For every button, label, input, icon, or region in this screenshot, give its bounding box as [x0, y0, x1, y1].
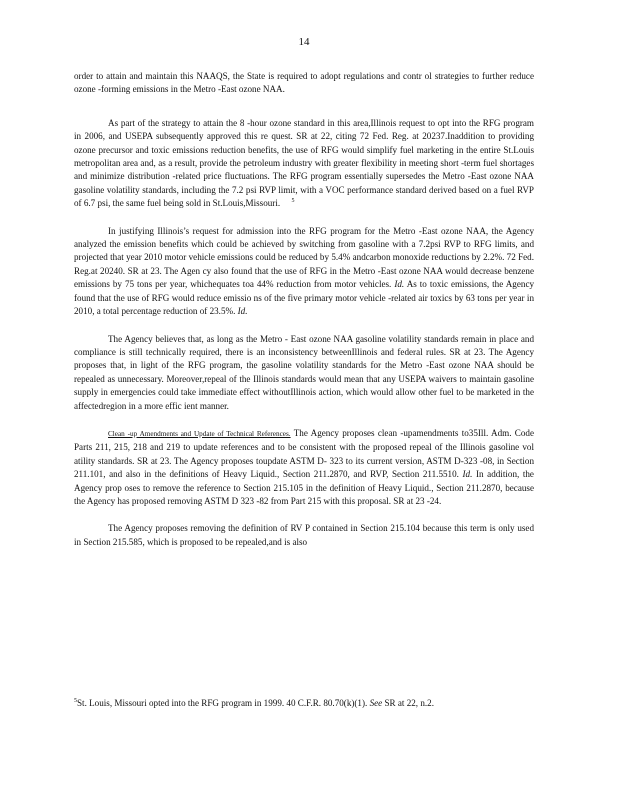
paragraph-continued [74, 70, 534, 97]
citation-id: Id. [462, 469, 473, 480]
paragraph-justification [74, 225, 534, 319]
footnote-reference[interactable]: 5 [291, 198, 295, 205]
paragraph-text: The Agency proposes removing the definition of RV P contained in Section 215.104 because this term is only used in Section 215.585, which is proposed to be repealed,and is also [74, 523, 534, 547]
paragraph-rfg-strategy [74, 117, 534, 211]
citation-id: Id. [237, 306, 248, 317]
footnote-marker: 5 [74, 697, 77, 704]
paragraph-text: As to toxic emissions, the Agency found that the use of RFG would reduce emissio ns of the five primary motor vehicle -related air toxics by 63 tons per year in 2010, a total percentage reduction of 23.5%. [74, 279, 535, 317]
paragraph-agency-believes [74, 333, 534, 413]
page-number: 14 [298, 36, 310, 48]
footnote [74, 697, 534, 710]
paragraph-rvp-definition [74, 522, 534, 549]
paragraph-text: order to attain and maintain this NAAQS, the State is required to adopt regulations and contr ol strategies to further reduce ozone -forming emissions in the Metro -East ozone NAA. [74, 71, 534, 95]
paragraph-text: As part of the strategy to attain the 8 -hour ozone standard in this area,Illinois request to opt into the RFG program in 2006, and USEPA subsequently approved this re quest. SR at 22, citing 72 Fed. Reg. at 20237.Inaddition to providing ozone precursor and toxic emissions reduction benefits, the use of RFG would simplify fuel marketing in the entire St.Louis metropolitan area and, as a result, provide the petroleum industry with greater flexibility in meeting short -term fuel shortages and minimize distribution -related price fluctuations. The RFG program essentially supersedes the Metro -East ozone NAA gasoline volatility standards, including the 7.2 psi RVP limit, with a VOC performance standard derived based on a fuel RVP of 6.7 psi, the same fuel being sold in St.Louis,Missouri. [74, 117, 534, 209]
section-heading: Clean -up Amendments and Update of Technical References. [108, 429, 291, 438]
footnote-text: St. Louis, Missouri opted into the RFG program in 1999. 40 C.F.R. 80.70(k)(1). [77, 698, 368, 708]
document-page [74, 0, 534, 800]
paragraph-text: In justifying Illinois’s request for admission into the RFG program for the Metro -East ozone NAA, the Agency analyzed the emission benefits which could be achieved by switching from gasoline with a 7.2psi RVP to RFG limits, and projected that year 2010 motor vehicle emissions could be reduced by 5.4% andcarbon monoxide reductions by 2.2%. 72 Fed. Reg.at 20240. SR at 23. The Agen cy also found that the use of RFG in the Metro -East ozone NAA would decrease benzene emissions by 75 tons per year, whichequates toa 44% reduction from motor vehicles. [74, 225, 534, 290]
footnote-see: See [369, 698, 383, 708]
paragraph-text: The Agency proposes clean -upamendments to35Ill. Adm. Code Parts 211, 215, 218 and 219 to update references and to be consistent with the proposed repeal of the Illinois gasoline vol atility standards. SR at 23. The Agency proposes toupdate ASTM D- 323 to its current version, ASTM D-323 -08, in Section 211.101, and also in the definitions of Heavy Liquid., Section 211.2870, and RVP, Section 211.5510. [74, 427, 534, 480]
paragraph-text: The Agency believes that, as long as the Metro - East ozone NAA gasoline volatility standards remain in place and compliance is still technically required, there is an inconsistency betweenIllinois and federal rules. SR at 23. The Agency proposes that, in light of the RFG program, the gasoline volatility standards for the Metro -East ozone NAA should be repealed as unnecessary. Moreover,repeal of the Illinois standards would mean that any USEPA waivers to maintain gasoline supply in emergencies could take immediate effect withoutIllinois action, which would allow other fuel to be marketed in the affectedregion in a more effic ient manner. [74, 333, 534, 411]
paragraph-clean-up-amendments [74, 427, 534, 508]
paragraph-text: In addition, the Agency prop oses to remove the reference to Section 215.105 in the definition of Heavy Liquid., Section 211.2870, because the Agency has proposed removing ASTM D 323 -82 from Part 215 with this proposal. SR at 23 -24. [74, 469, 534, 506]
document-body [74, 70, 534, 563]
citation-id: Id. [394, 279, 405, 290]
footnote-text: SR at 22, n.2. [384, 698, 434, 708]
